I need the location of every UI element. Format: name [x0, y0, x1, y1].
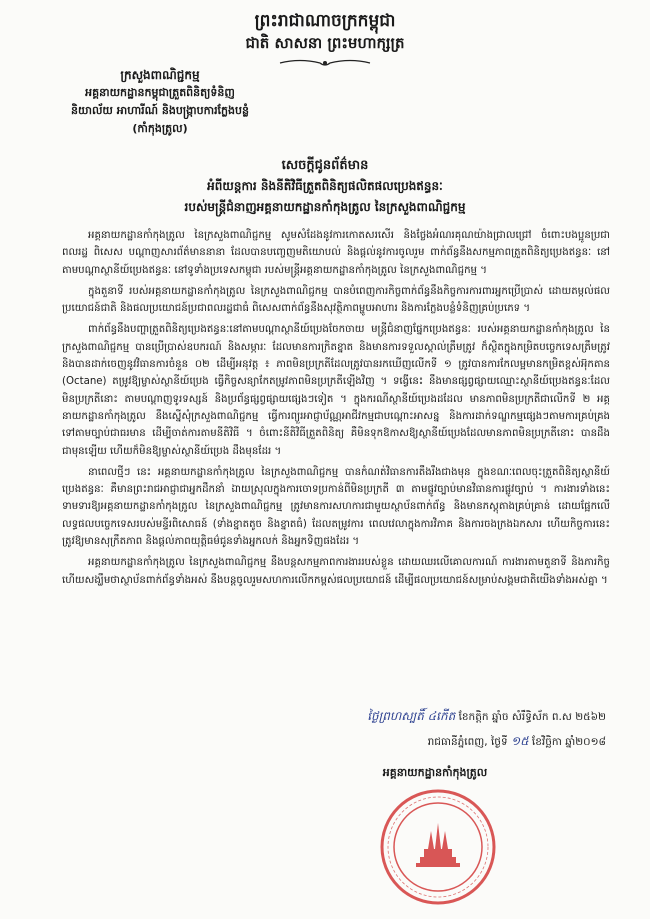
official-seal-stamp [378, 787, 498, 907]
ornament-divider [275, 58, 375, 68]
document-title: សេចក្តីជូនព័ត៌មាន [281, 158, 369, 173]
month-year: ខែវិច្ឆិកា ឆ្នាំ២០១៨ [531, 736, 606, 748]
ministry-name: ក្រសួងពាណិជ្ជកម្ម [120, 68, 200, 82]
document-body [62, 227, 610, 593]
national-motto: ជាតិ សាសនា ព្រះមហាក្សត្រ [245, 34, 405, 52]
document-subtitle-2: របស់មន្ត្រីជំនាញអគ្គនាយកដ្ឋានកាំកុងត្រូល នៃក្រសួងពាណិជ្ជកម្ម [184, 200, 466, 214]
paragraph-5: អគ្គនាយកដ្ឋានកាំកុងត្រូល នៃក្រសួងពាណិជ្ជកម្ម នឹងបន្តសកម្មភាពការងាររបស់ខ្លួន ដោយឈរលើគោលការណ៍ ការងារតាមតួនាទី និងភារកិច្ច ហើយសង្ឃឹមថាស្ថាប័នពាក់ព័ន្ធទាំងអស់ នឹងបន្តចូលរួមសហការលើកកម្ពស់ផលប្រយោជន៍ ដើម្បីផលប្រយោជន៍សម្រាប់សង្គមជាតិយើងទាំងអស់គ្នា ។ [62, 557, 610, 586]
day-handwritten: ១៥ [510, 734, 529, 748]
camcontrol-label: (កាំកុងត្រូល) [132, 122, 188, 135]
lunar-day-handwritten: ថ្ងៃព្រហស្បតិ៍ ៤កើត [367, 709, 456, 723]
solar-date-line [428, 733, 606, 751]
kingdom-title: ព្រះរាជាណាចក្រកម្ពុជា [254, 11, 396, 31]
lunar-date-printed: ខែកត្តិក ឆ្នាំច សំរឹទ្ធិស័ក ព.ស ២៥៦២ [458, 711, 606, 723]
lunar-date-line [367, 708, 606, 726]
document-title-block [40, 155, 610, 218]
general-department-name: អគ្គនាយកដ្ឋានកម្ពុជាត្រួតពិនិត្យទំនិញ [85, 86, 235, 99]
paragraph-3: ពាក់ព័ន្ធនឹងបញ្ហាត្រួតពិនិត្យប្រេងឥន្ធនៈនៅតាមបណ្តាស្ថានីយ៍ប្រេងចែកចាយ មន្ត្រីជំនាញផ្នែកប្រេងឥន្ធនៈ របស់អគ្គនាយកដ្ឋានកាំកុងត្រូល នៃក្រសួងពាណិជ្ជកម្ម បានប្រើប្រាស់ឧបករណ៍ និងសម្ភារៈ ដែលមានការក្រិតខ្នាត និងមានការទទួលស្គាល់ត្រឹមត្រូវ ក៏ស្ថិតក្នុងកម្រិតបច្ចេកទេសត្រឹមត្រូវ និងបានដាក់ចេញនូវវិធានការចំនួន ០២ ដើម្បីអនុវត្ត ៖ ភាពមិនប្រក្រតីដែលត្រូវបានរកឃើញលើកទី ១ ត្រូវបានការកែលម្អមានកម្រិតខ្ពស់អ៊ុកតាន (Octane) តម្រូវឱ្យម្ចាស់ស្ថានីយ៍ប្រេង ធ្វើកិច្ចសន្យាកែតម្រូវភាពមិនប្រក្រតីឡើងវិញ ។ ទង្វើនេះ នឹងមានផ្សព្វផ្សាយឈ្មោះស្ថានីយ៍ប្រេងឥន្ធនៈដែលមិនប្រក្រតីនោះ តាមបណ្តាញទូរទស្សន៍ និងប្រព័ន្ធផ្សព្វផ្សាយផ្សេងៗទៀត ។ ក្នុងករណីស្ថានីយ៍ប្រេងដដែល មានភាពមិនប្រក្រតីជាលើកទី ២ អគ្គនាយកដ្ឋានកាំកុងត្រូល នឹងស្នើសុំក្រសួងពាណិជ្ជកម្ម ធ្វើការព្យួរអាជ្ញាប័ណ្ណអាជីវកម្មជាបណ្ដោះអាសន្ន និងការដាក់ទណ្ឌកម្មផ្សេងៗតាមការគ្រប់គ្រងទៅតាមច្បាប់ជាធរមាន ដើម្បីចាត់ការតាមនីតិវិធី ។ ចំពោះនីតិវិធីត្រួតពិនិត្យ គឺមិនទុកឱកាសឱ្យស្ថានីយ៍ប្រេងដែលមានភាពមិនប្រក្រតីនោះ បានដឹងជាមុនឡើយ ហើយក៏មិនឱ្យម្ចាស់ស្ថានីយ៍ប្រេង ដឹងមុនដែរ ។ [62, 324, 610, 457]
document-subtitle-1: អំពីយន្តការ និងនីតិវិធីត្រួតពិនិត្យផលិតផលប្រេងឥន្ធនៈ [207, 179, 443, 193]
ministry-block [40, 66, 280, 138]
paragraph-4: នាពេលថ្មីៗ នេះ អគ្គនាយកដ្ឋានកាំកុងត្រូល នៃក្រសួងពាណិជ្ជកម្ម បានកំណត់វិធានការតឹងរឹងជាងមុន ក្នុងខណៈពេលចុះត្រួតពិនិត្យស្ថានីយ៍ប្រេងឥន្ធនៈ គឺមានព្រះរាជអាជ្ញាជាអ្នកដឹកនាំ ឯាយស្រុលក្នុងការចោទប្រកាន់ពីមិនប្រក្រតី ៣ តាមផ្លូវច្បាប់មានវិធានការផ្លូវច្បាប់ ។ ការងារទាំងនេះ ទាមទារឱ្យអគ្គនាយកដ្ឋានកាំកុងត្រូល នៃក្រសួងពាណិជ្ជកម្ម ត្រូវមានការសហការជាមួយស្ថាប័នពាក់ព័ន្ធ និងមានភស្តុតាងគ្រប់គ្រាន់ ដោយផ្អែកលើលទ្ធផលបច្ចេកទេសរបស់មន្ទីរពិសោធន៍ (ទាំងខ្នាតតូច និងខ្នាតធំ) ដែលតម្រូវការ ពេលវេលាក្នុងការវិភាគ និងការចងក្រងឯកសារ ហើយកិច្ចការនេះ ត្រូវឱ្យមានសុក្រឹតភាព និងផ្តល់ភាពយុត្តិធម៌ជូនទាំងអ្នកលក់ និងអ្នកទិញផងដែរ ។ [62, 466, 610, 548]
city-date-prefix: រាជធានីភ្នំពេញ, ថ្ងៃទី [427, 736, 508, 748]
signatory-title: អគ្គនាយកដ្ឋានកាំកុងត្រូល [382, 766, 488, 779]
paragraph-2: ក្នុងតួនាទី របស់អគ្គនាយកដ្ឋានកាំកុងត្រូល នៃក្រសួងពាណិជ្ជកម្ម បានបំពេញការកិច្ចពាក់ព័ន្ធនឹងកិច្ចការការពារអ្នកប្រើប្រាស់ ដោយតម្កល់ផលប្រយោជន៍ជាតិ និងផលប្រយោជន៍ប្រជាពលរដ្ឋជាធំ ពិសេសពាក់ព័ន្ធនឹងសុវត្ថិភាពម្ហូបអាហារ និងការក្លែងបន្លំទំនិញគ្រប់ប្រភេទ ។ [62, 285, 610, 315]
paragraph-1: អគ្គនាយកដ្ឋានកាំកុងត្រូល នៃក្រសួងពាណិជ្ជកម្ម សូមសំដែងនូវការកោតសរសើរ និងថ្លែងអំណរគុណយ៉ាងជ្រាលជ្រៅ ចំពោះបងប្អូនប្រជាពលរដ្ឋ ពិសេស បណ្ដាញសារព័ត៌មាននានា ដែលបានបញ្ចេញមតិយោបល់ និងផ្តល់នូវការចូលរួម ពាក់ព័ន្ធនឹងសកម្មភាពត្រួតពិនិត្យប្រេងឥន្ធនៈ នៅតាមបណ្តាស្ថានីយ៍ប្រេងឥន្ធនៈ នៅទូទាំងប្រទេសកម្ពុជា របស់មន្ត្រីអគ្គនាយកដ្ឋានកាំកុងត្រូល នៃក្រសួងពាណិជ្ជកម្ម ។ [62, 230, 610, 276]
office-name: និយាល័យ អាហារីណ៍ និងបង្ក្រាបការក្លែងបន្លំ [71, 104, 249, 117]
